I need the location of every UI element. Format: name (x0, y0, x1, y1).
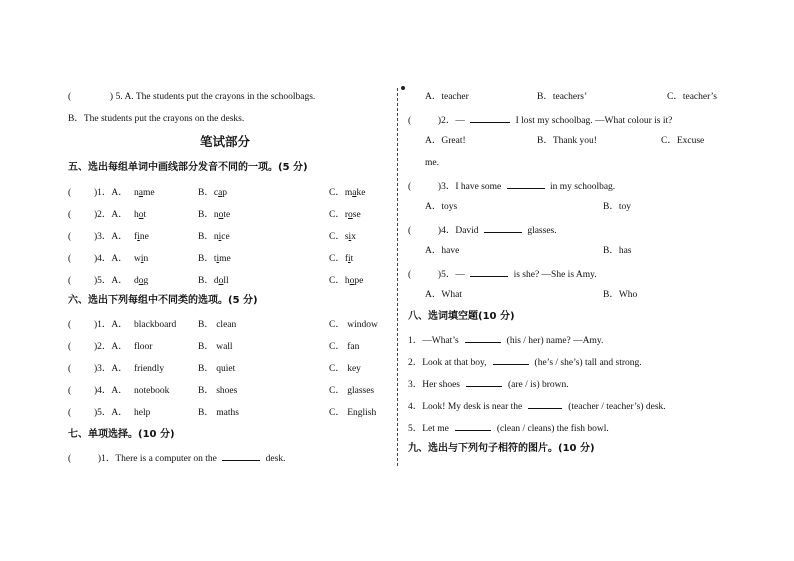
row-number: )4．A． (94, 254, 128, 264)
answer-blank[interactable] (466, 377, 502, 387)
q4-pre: )4．David (437, 226, 479, 236)
answer-blank[interactable] (470, 113, 510, 123)
q4-post: glasses. (527, 226, 557, 236)
answer-slot[interactable] (74, 319, 96, 329)
option-letter: C． (329, 210, 345, 220)
s8-pre: 1．—What’s (408, 336, 459, 346)
answer-slot[interactable] (74, 231, 96, 241)
word-part: m (344, 188, 353, 198)
option-a (134, 187, 155, 199)
word-part: me (219, 254, 231, 264)
option-a: help (134, 408, 151, 418)
answer-slot[interactable] (74, 385, 96, 395)
option-b: B． shoes (198, 386, 238, 396)
section-title: 笔试部分 (200, 134, 251, 149)
option-c (329, 231, 356, 243)
opt-c: C．teacher’s (667, 92, 717, 102)
option-a: notebook (134, 386, 170, 396)
row-number: )5．A． (94, 276, 128, 286)
column-divider (397, 88, 398, 466)
underlined-letter: a (352, 188, 357, 198)
opt-b: B．Thank you! (537, 136, 597, 146)
paren-open: ( (68, 210, 72, 220)
s8-row (408, 421, 609, 435)
paren-open: ( (68, 364, 72, 374)
option-letter: C． (329, 254, 345, 264)
paren-open: ( (68, 320, 72, 330)
option-b (198, 253, 231, 265)
option-a: friendly (134, 364, 165, 374)
row-number: )2．A． (94, 210, 128, 220)
row-number: )1．A． (94, 188, 128, 198)
opt-a: A．teacher (425, 92, 469, 102)
l5-question-line (68, 91, 315, 103)
row-number: )2．A． (94, 342, 128, 352)
underlined-letter: o (138, 276, 144, 286)
q3-post: in my schoolbag. (550, 182, 616, 192)
answer-blank[interactable] (470, 267, 508, 277)
option-b: B． wall (198, 342, 233, 352)
s8-post: (his / her) name? —Amy. (506, 336, 604, 346)
word-part: f (134, 232, 138, 242)
answer-slot[interactable] (74, 341, 96, 351)
option-b (198, 275, 229, 287)
row-number: )3．A． (94, 364, 128, 374)
paren-close: ) (109, 92, 114, 102)
option-letter: B． (198, 232, 214, 242)
option-letter: B． (198, 210, 214, 220)
answer-blank[interactable] (465, 333, 501, 343)
answer-blank[interactable] (455, 421, 491, 431)
s9-heading: 九、选出与下列句子相符的图片。(10 分) (408, 443, 595, 454)
word-part: pe (354, 276, 364, 286)
option-a (134, 253, 148, 265)
option-b (198, 231, 230, 243)
underlined-letter: o (218, 276, 224, 286)
s7-q1-post: desk. (265, 454, 286, 464)
option-letter: B． (198, 254, 214, 264)
answer-slot[interactable] (74, 275, 96, 285)
s8-row (408, 355, 642, 369)
word-part: n (143, 254, 149, 264)
option-b (198, 187, 227, 199)
opt-b: B．Who (603, 290, 638, 300)
paren-open: ( (68, 188, 72, 198)
s8-post: (are / is) brown. (507, 380, 569, 390)
s7-q1 (68, 451, 285, 465)
option-b: B． maths (198, 408, 239, 418)
option-c (329, 253, 353, 265)
divider-dot (401, 86, 405, 90)
option-c (329, 187, 365, 199)
word-part: n (134, 188, 139, 198)
q2-post: I lost my schoolbag. —What colour is it? (515, 116, 673, 126)
row-number: )5．A． (94, 408, 128, 418)
answer-slot[interactable] (74, 363, 96, 373)
opt-a: A．toys (425, 202, 458, 212)
paren-open: ( (68, 254, 72, 264)
word-part: me (142, 188, 155, 198)
option-c: C． window (329, 320, 378, 330)
word-part: f (344, 254, 349, 264)
q3-pre: )3．I have some (437, 182, 502, 192)
answer-slot[interactable] (74, 253, 96, 263)
opt-a: A．What (425, 290, 462, 300)
s8-post: (teacher / teacher’s) desk. (568, 402, 666, 412)
option-c: C． glasses (329, 386, 375, 396)
opt-b: B．toy (603, 202, 631, 212)
word-part: h (344, 276, 350, 286)
opt-c: C．Excuse (661, 136, 705, 146)
option-a: floor (134, 342, 153, 352)
s8-heading: 八、选词填空题(10 分) (408, 311, 515, 322)
s8-row (408, 333, 603, 347)
word-part: ke (356, 188, 366, 198)
paren-open: ( (408, 182, 412, 192)
word-part: d (213, 276, 219, 286)
s8-pre: 5．Let me (408, 424, 449, 434)
option-b: B． quiet (198, 364, 236, 374)
paren-open: ( (68, 232, 72, 242)
row-number: )1．A． (94, 320, 128, 330)
underlined-letter: o (218, 210, 224, 220)
word-part: c (213, 188, 219, 198)
word-part: te (223, 210, 231, 220)
paren-open: ( (68, 408, 72, 418)
paren-open: ( (68, 386, 72, 396)
opt-a: A．have (425, 246, 460, 256)
s8-row (408, 377, 569, 391)
q5-post: is she? —She is Amy. (513, 270, 597, 280)
q4-line (408, 223, 557, 237)
word-part: d (134, 276, 139, 286)
s8-post: (clean / cleans) the fish bowl. (496, 424, 609, 434)
option-b: B． clean (198, 320, 237, 330)
q2-line (408, 113, 672, 127)
q2-pre: )2．— (437, 116, 465, 126)
paren-open: ( (68, 342, 72, 352)
word-part: p (222, 188, 228, 198)
answer-blank[interactable] (493, 355, 529, 365)
underlined-letter: i (348, 254, 351, 264)
underlined-letter: o (349, 276, 355, 286)
option-c: C． fan (329, 342, 360, 352)
option-letter: C． (329, 188, 345, 198)
underlined-letter: i (216, 254, 220, 264)
option-c (329, 209, 361, 221)
underlined-letter: i (140, 254, 144, 264)
row-number: )3．A． (94, 232, 128, 242)
option-letter: C． (329, 276, 345, 286)
word-part: x (351, 232, 356, 242)
paren-open: ( (408, 226, 412, 236)
option-a: blackboard (134, 320, 177, 330)
s8-pre: 2．Look at that boy, (408, 358, 487, 368)
paren-open: ( (68, 454, 72, 464)
underlined-letter: i (137, 232, 140, 242)
word-part: ll (223, 276, 229, 286)
option-a (134, 231, 149, 243)
option-c: C． key (329, 364, 361, 374)
word-part: t (143, 210, 147, 220)
option-a (134, 209, 146, 221)
paren-open: ( (408, 116, 412, 126)
s7-heading: 七、单项选择。(10 分) (68, 429, 175, 440)
underlined-letter: i (348, 232, 352, 242)
option-b (198, 209, 230, 221)
answer-slot[interactable] (74, 209, 96, 219)
answer-blank[interactable] (507, 179, 545, 189)
opt-a: A．Great! (425, 136, 466, 146)
s7-q1-pre: )1．There is a computer on the (97, 454, 217, 464)
underlined-letter: i (218, 232, 222, 242)
underlined-letter: a (218, 188, 223, 198)
option-letter: B． (198, 188, 214, 198)
s8-pre: 3．Her shoes (408, 380, 460, 390)
l5-option-b: B．The students put the crayons on the desks. (68, 114, 245, 124)
word-part: s (344, 232, 349, 242)
word-part: ne (139, 232, 149, 242)
s8-post: (he’s / she’s) tall and strong. (534, 358, 642, 368)
word-part: se (352, 210, 361, 220)
paren-open: ( (408, 270, 412, 280)
word-part: h (134, 210, 139, 220)
underlined-letter: a (138, 188, 143, 198)
answer-blank[interactable] (528, 399, 562, 409)
answer-slot[interactable] (74, 187, 96, 197)
s5-heading: 五、选出每组单词中画线部分发音不同的一项。(5 分) (68, 162, 308, 173)
word-part: n (213, 210, 219, 220)
word-part: ce (221, 232, 230, 242)
option-a (134, 275, 148, 287)
opt-b: B．teachers’ (537, 92, 588, 102)
answer-blank[interactable] (484, 223, 522, 233)
word-part: t (213, 254, 217, 264)
s6-heading: 六、选出下列每组中不同类的选项。(5 分) (68, 295, 258, 306)
option-c: C． English (329, 408, 377, 418)
row-number: )4．A． (94, 386, 128, 396)
q5-pre: )5．— (437, 270, 465, 280)
underlined-letter: o (138, 210, 144, 220)
word-part: n (213, 232, 219, 242)
underlined-letter: o (348, 210, 353, 220)
l5-text: 5. A. The students put the crayons in the schoolbags. (115, 92, 316, 102)
word-part: t (350, 254, 354, 264)
option-c (329, 275, 363, 287)
answer-blank[interactable] (222, 451, 260, 461)
s8-pre: 4．Look! My desk is near the (408, 402, 523, 412)
paren-open: ( (68, 92, 72, 102)
answer-slot[interactable] (74, 407, 96, 417)
s8-row (408, 399, 666, 413)
opt-b: B．has (603, 246, 632, 256)
q3-line (408, 179, 615, 193)
q2-cont: me. (425, 158, 439, 168)
word-part: g (143, 276, 149, 286)
option-letter: B． (198, 276, 214, 286)
option-letter: C． (329, 232, 345, 242)
q5-line (408, 267, 597, 281)
word-part: r (344, 210, 349, 220)
paren-open: ( (68, 276, 72, 286)
word-part: w (134, 254, 141, 264)
